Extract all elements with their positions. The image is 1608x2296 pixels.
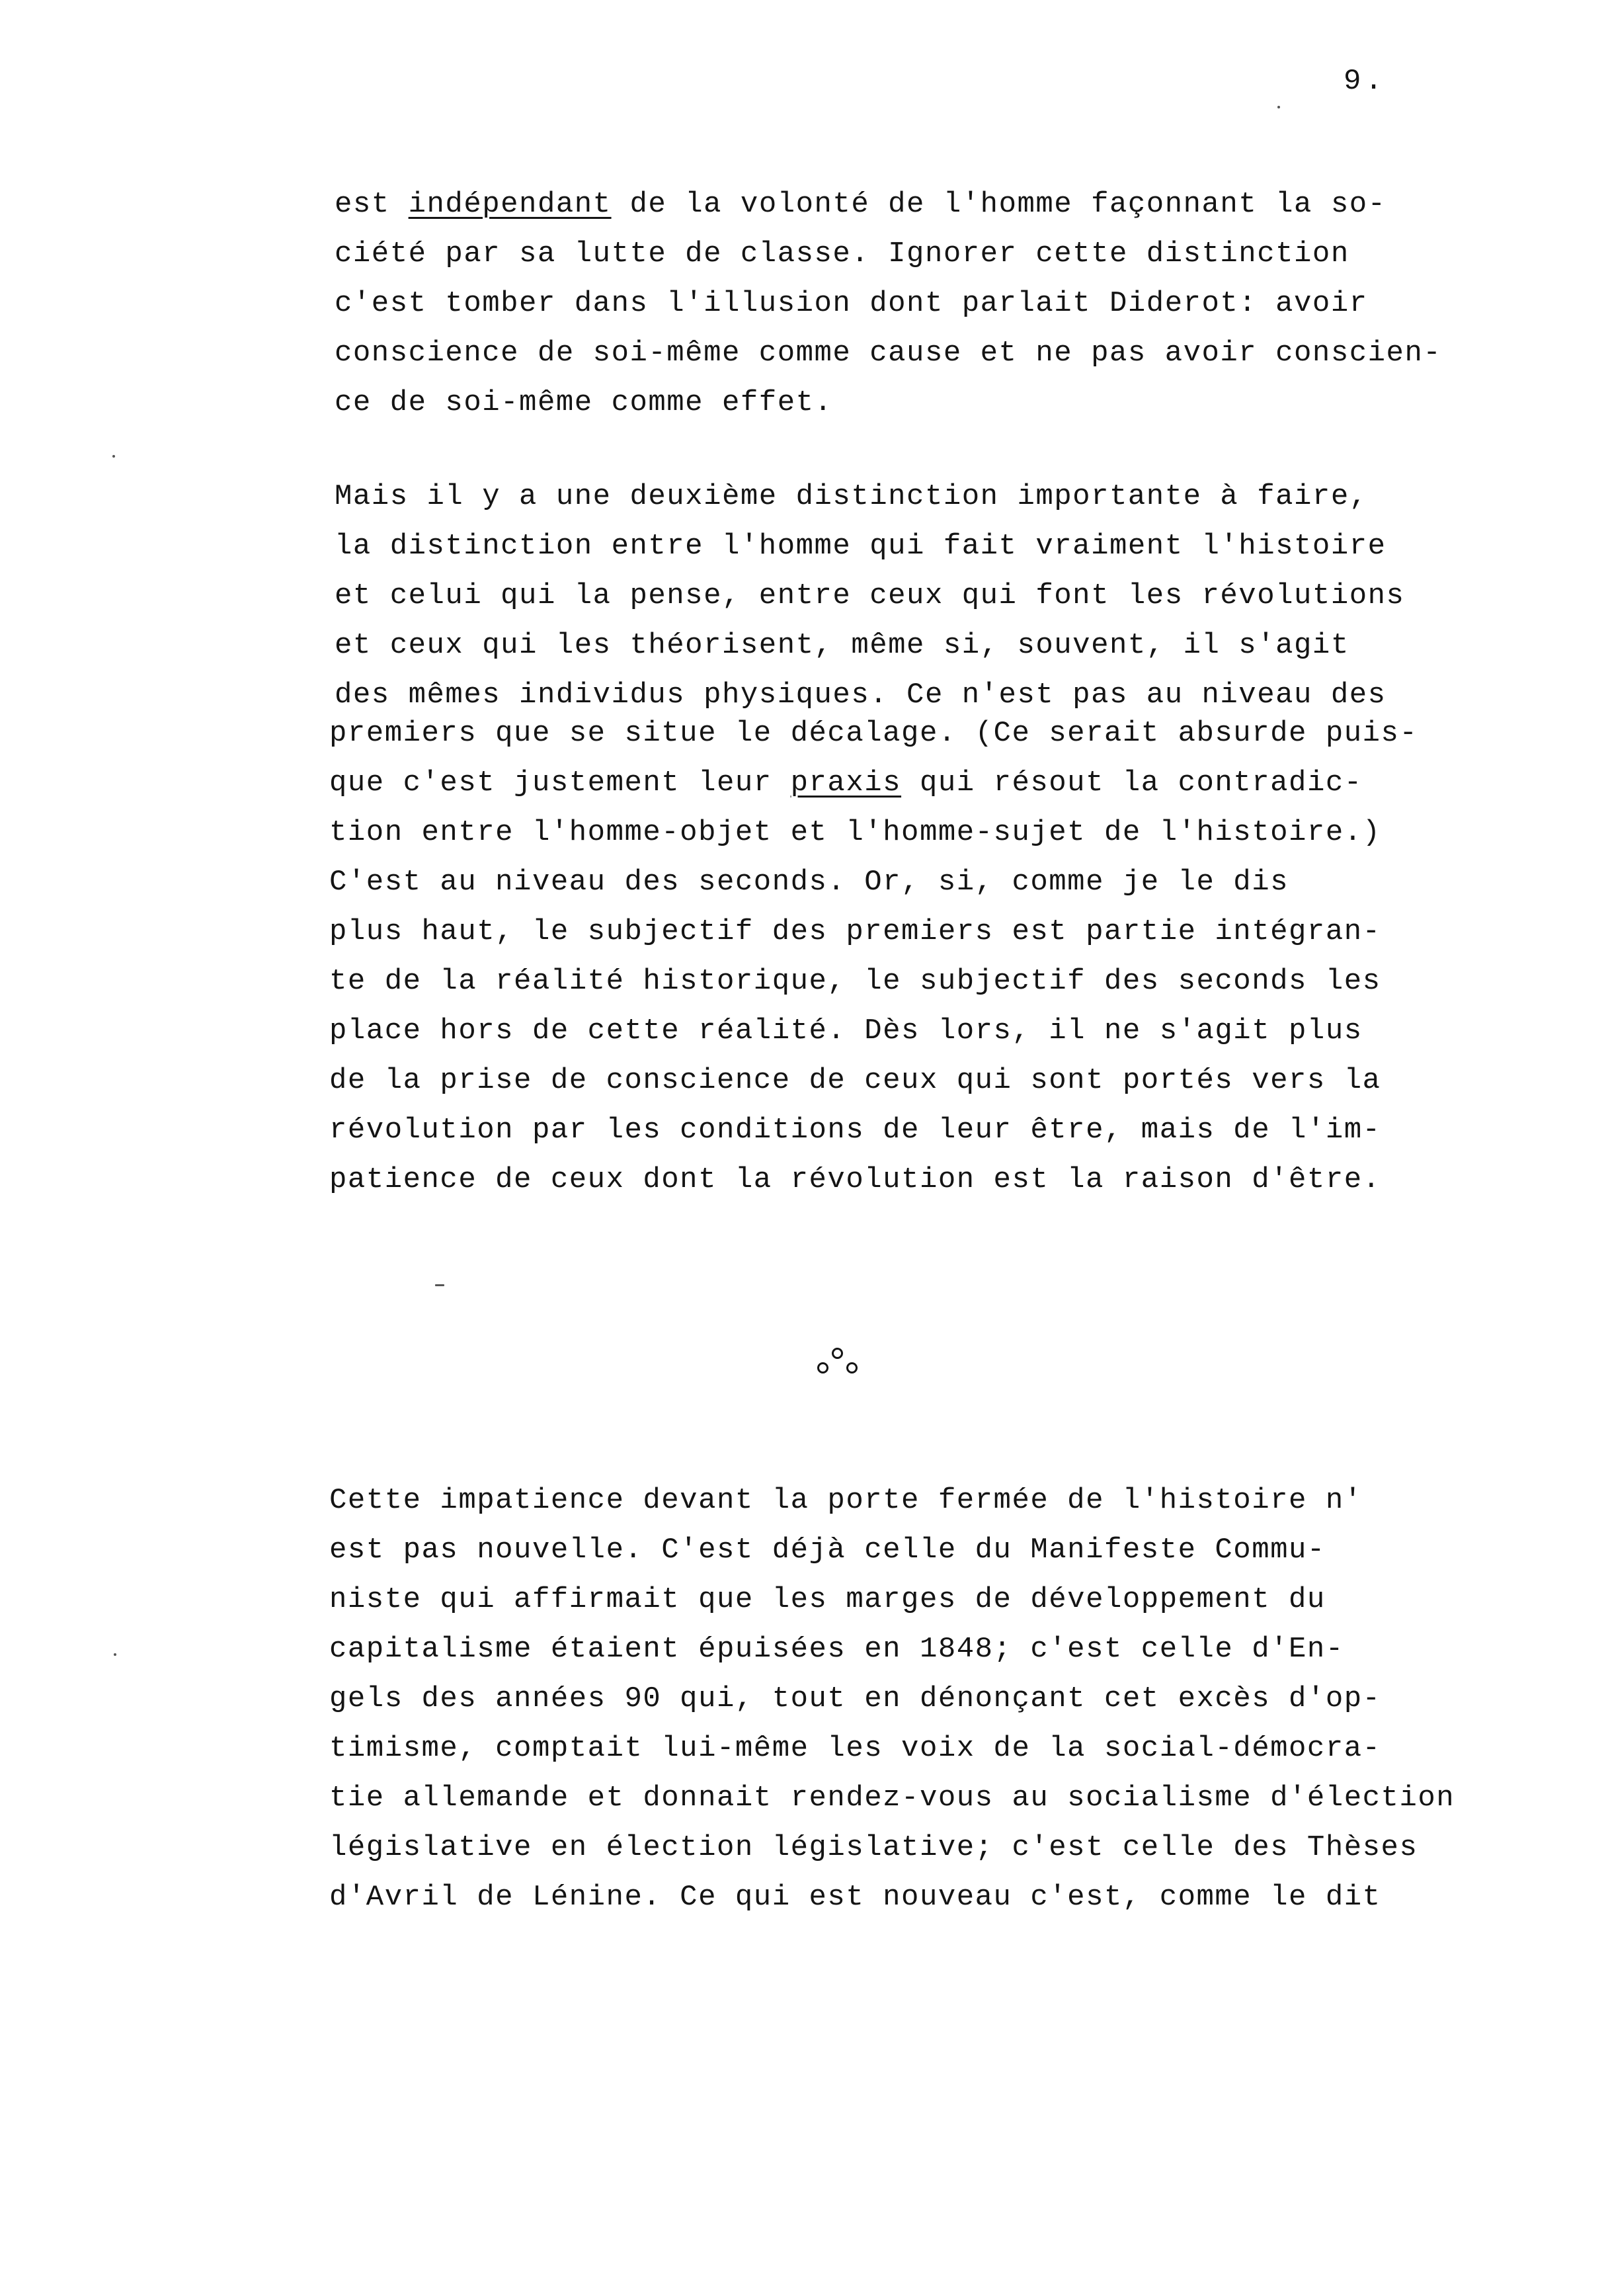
text-line	[335, 180, 1441, 229]
text-line: ce de soi-même comme effet.	[335, 386, 833, 419]
text-line: révolution par les conditions de leur être, mais de l'im-	[329, 1114, 1381, 1147]
text-line: de la prise de conscience de ceux qui sont portés vers la	[329, 1064, 1381, 1097]
separator-circle	[817, 1362, 828, 1374]
text-line: conscience de soi-même comme cause et ne pas avoir conscien-	[335, 337, 1442, 370]
scan-speck	[1277, 106, 1280, 108]
text-line: gels des années 90 qui, tout en dénonçant cet excès d'op-	[329, 1682, 1381, 1715]
text-segment: est	[335, 188, 409, 221]
text-line: capitalisme étaient épuisées en 1848; c'est celle d'En-	[329, 1633, 1344, 1666]
text-line: patience de ceux dont la révolution est la raison d'être.	[329, 1163, 1381, 1196]
underlined-word: praxis	[790, 766, 902, 800]
underlined-word: indépendant	[408, 188, 612, 221]
text-line: et ceux qui les théorisent, même si, souvent, il s'agit	[335, 629, 1349, 662]
text-line: Mais il y a une deuxième distinction importante à faire,	[335, 480, 1368, 513]
text-segment: que c'est justement leur	[329, 766, 791, 800]
paragraph-3	[329, 709, 1418, 1205]
text-line: est pas nouvelle. C'est déjà celle du Manifeste Commu-	[329, 1534, 1326, 1567]
text-line: tion entre l'homme-objet et l'homme-sujet de l'histoire.)	[329, 816, 1381, 849]
scan-speck	[112, 455, 115, 458]
text-line: premiers que se situe le décalage. (Ce serait absurde puis-	[329, 717, 1418, 750]
text-segment: qui résout la contradic-	[901, 766, 1363, 800]
text-line: la distinction entre l'homme qui fait vraiment l'histoire	[335, 530, 1387, 563]
separator-circle	[846, 1362, 858, 1374]
text-line: et celui qui la pense, entre ceux qui font les révolutions	[335, 579, 1405, 612]
text-line: c'est tomber dans l'illusion dont parlait Diderot: avoir	[335, 287, 1368, 320]
paragraph-4	[329, 1476, 1455, 1922]
text-line: te de la réalité historique, le subjectif des seconds les	[329, 965, 1381, 998]
section-separator-ornament	[817, 1341, 870, 1387]
text-line: Cette impatience devant la porte fermée de l'histoire n'	[329, 1484, 1363, 1517]
page-number: 9.	[1344, 65, 1387, 98]
text-line: d'Avril de Lénine. Ce qui est nouveau c'est, comme le dit	[329, 1881, 1381, 1914]
text-line: timisme, comptait lui-même les voix de la social-démocra-	[329, 1732, 1381, 1765]
text-segment: de la volonté de l'homme façonnant la so-	[611, 188, 1387, 221]
text-line	[329, 758, 1418, 808]
paragraph-2	[335, 472, 1404, 720]
text-line: niste qui affirmait que les marges de développement du	[329, 1583, 1326, 1616]
text-line: place hors de cette réalité. Dès lors, il ne s'agit plus	[329, 1014, 1363, 1047]
text-line: ciété par sa lutte de classe. Ignorer cette distinction	[335, 237, 1349, 270]
text-line: des mêmes individus physiques. Ce n'est pas au niveau des	[335, 678, 1387, 712]
text-line: C'est au niveau des seconds. Or, si, comme je le dis	[329, 866, 1289, 899]
text-line: tie allemande et donnait rendez-vous au socialisme d'élection	[329, 1782, 1455, 1815]
text-line: plus haut, le subjectif des premiers est partie intégran-	[329, 915, 1381, 948]
text-line: législative en élection législative; c'est celle des Thèses	[329, 1831, 1418, 1864]
scan-speck	[435, 1284, 444, 1286]
scan-speck	[114, 1653, 116, 1656]
separator-circle	[832, 1348, 843, 1359]
paragraph-1	[335, 180, 1441, 428]
